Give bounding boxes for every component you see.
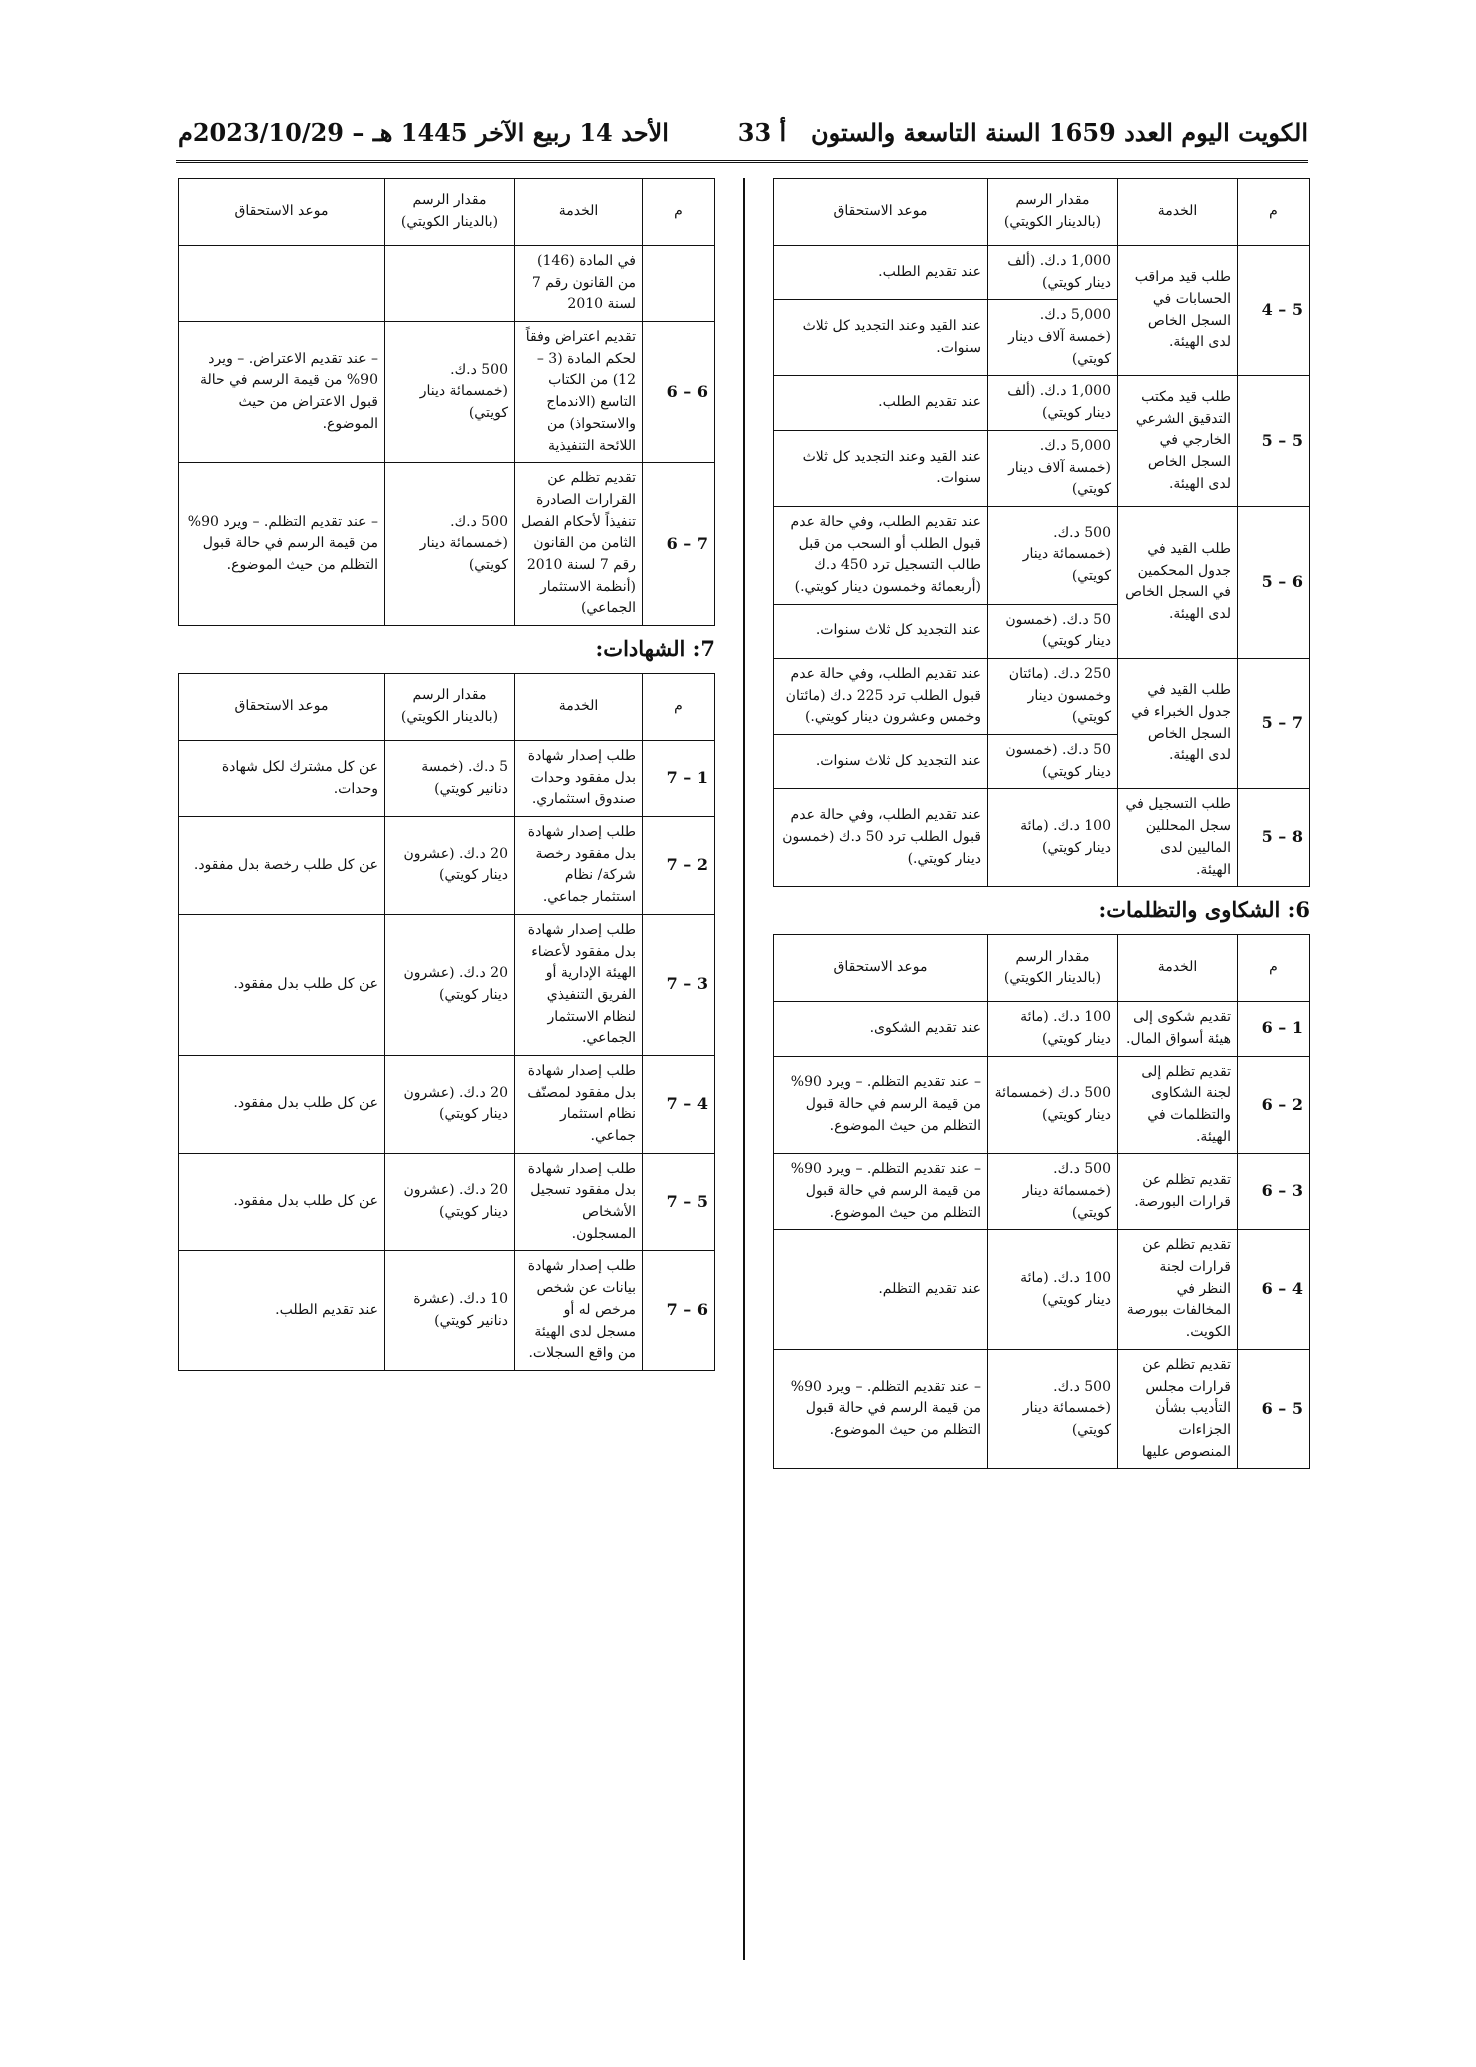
left-column — [178, 178, 715, 1371]
due-cell: عند تقديم الطلب. — [774, 376, 988, 430]
row-number: 3 – 7 — [643, 914, 715, 1055]
header-service: الخدمة — [1118, 935, 1238, 1002]
table-row — [774, 1230, 1310, 1349]
table-row — [774, 659, 1310, 735]
due-cell: عند التجديد كل ثلاث سنوات. — [774, 604, 988, 658]
service-cell: طلب إصدار شهادة بدل مفقود تسجيل الأشخاص المسجلون. — [515, 1153, 643, 1251]
fee-cell: 50 د.ك. (خمسون دينار كويتي) — [988, 604, 1118, 658]
fee-cell: 10 د.ك. (عشرة دنانير كويتي) — [385, 1251, 515, 1370]
table-header-row — [179, 179, 715, 246]
service-cell: طلب القيد في جدول الخبراء في السجل الخاص لدى الهيئة. — [1118, 659, 1238, 789]
header-issue-info: الكويت اليوم العدد 1659 السنة التاسعة والستون — [811, 118, 1308, 147]
fees-table-objections — [178, 178, 715, 626]
header-m: م — [643, 674, 715, 741]
fee-cell: 500 د.ك. (خمسمائة دينار كويتي) — [988, 1154, 1118, 1230]
section-title-complaints: 6: الشكاوى والتظلمات: — [1098, 897, 1310, 923]
fee-cell: 100 د.ك. (مائة دينار كويتي) — [988, 1002, 1118, 1056]
service-cell: طلب التسجيل في سجل المحللين الماليين لدى الهيئة. — [1118, 789, 1238, 887]
due-cell: عند تقديم الشكوى. — [774, 1002, 988, 1056]
fee-cell: 500 د.ك. (خمسمائة دينار كويتي) — [988, 1349, 1118, 1468]
due-cell: – عند تقديم الاعتراض. – ويرد 90% من قيمة الرسم في حالة قبول الاعتراض من حيث الموضوع. — [179, 322, 385, 463]
fee-cell: 5 د.ك. (خمسة دنانير كويتي) — [385, 741, 515, 817]
header-fee: مقدار الرسم (بالدينار الكويتي) — [988, 935, 1118, 1002]
due-cell: عند القيد وعند التجديد كل ثلاث سنوات. — [774, 300, 988, 376]
table-row — [179, 1153, 715, 1251]
table-header-row — [774, 935, 1310, 1002]
header-service: الخدمة — [515, 179, 643, 246]
service-cell: تقديم تظلم عن قرارات البورصة. — [1118, 1154, 1238, 1230]
table-row — [179, 741, 715, 817]
row-number: 5 – 6 — [1238, 1349, 1310, 1468]
due-cell: عند تقديم الطلب. — [774, 246, 988, 300]
fees-table-registration — [773, 178, 1310, 887]
header-service: الخدمة — [1118, 179, 1238, 246]
header-fee: مقدار الرسم (بالدينار الكويتي) — [385, 674, 515, 741]
section-title-certificates: 7: الشهادات: — [595, 636, 715, 661]
table-row — [774, 1154, 1310, 1230]
service-cell: طلب قيد مراقب الحسابات في السجل الخاص لدى الهيئة. — [1118, 246, 1238, 376]
due-cell: – عند تقديم التظلم. – ويرد 90% من قيمة الرسم في حالة قبول التظلم من حيث الموضوع. — [774, 1349, 988, 1468]
column-divider — [743, 178, 745, 1960]
fee-cell: 1,000 د.ك. (ألف دينار كويتي) — [988, 376, 1118, 430]
fee-cell: 5,000 د.ك. (خمسة آلاف دينار كويتي) — [988, 300, 1118, 376]
row-number: 6 – 5 — [1238, 506, 1310, 658]
table-header-row — [774, 179, 1310, 246]
fee-cell: 250 د.ك. (مائتان وخمسون دينار كويتي) — [988, 659, 1118, 735]
row-number: 7 – 5 — [1238, 659, 1310, 789]
due-cell: – عند تقديم التظلم. – ويرد 90% من قيمة الرسم في حالة قبول التظلم من حيث الموضوع. — [774, 1056, 988, 1154]
row-number: 5 – 4 — [1238, 246, 1310, 376]
table-row — [179, 1055, 715, 1153]
service-cell: طلب القيد في جدول المحكمين في السجل الخاص لدى الهيئة. — [1118, 506, 1238, 658]
row-number: 5 – 5 — [1238, 376, 1310, 506]
row-number: 8 – 5 — [1238, 789, 1310, 887]
due-cell: عن كل طلب رخصة بدل مفقود. — [179, 817, 385, 915]
row-number — [643, 246, 715, 322]
header-date: الأحد 14 ربيع الآخر 1445 هـ – 2023/10/29م — [178, 118, 669, 147]
due-cell: – عند تقديم التظلم. – ويرد 90% من قيمة الرسم في حالة قبول التظلم من حيث الموضوع. — [179, 463, 385, 626]
right-column — [773, 178, 1310, 1469]
header-m: م — [643, 179, 715, 246]
table-header-row — [179, 674, 715, 741]
due-cell: عند تقديم التظلم. — [774, 1230, 988, 1349]
fee-cell: 500 د.ك. (خمسمائة دينار كويتي) — [988, 506, 1118, 604]
fees-table-complaints — [773, 934, 1310, 1469]
fee-cell: 1,000 د.ك. (ألف دينار كويتي) — [988, 246, 1118, 300]
fee-cell: 500 د.ك. (خمسمائة دينار كويتي) — [385, 463, 515, 626]
row-number: 2 – 6 — [1238, 1056, 1310, 1154]
table-row — [179, 322, 715, 463]
header-due: موعد الاستحقاق — [774, 179, 988, 246]
fee-cell: 20 د.ك. (عشرون دينار كويتي) — [385, 1153, 515, 1251]
fee-cell: 20 د.ك. (عشرون دينار كويتي) — [385, 1055, 515, 1153]
service-cell: طلب إصدار شهادة بيانات عن شخص مرخص له أو مسجل لدى الهيئة من واقع السجلات. — [515, 1251, 643, 1370]
row-number: 2 – 7 — [643, 817, 715, 915]
table-row — [774, 376, 1310, 430]
row-number: 1 – 7 — [643, 741, 715, 817]
fee-cell: 20 د.ك. (عشرون دينار كويتي) — [385, 914, 515, 1055]
service-cell: طلب إصدار شهادة بدل مفقود رخصة شركة/ نظام استثمار جماعي. — [515, 817, 643, 915]
row-number: 3 – 6 — [1238, 1154, 1310, 1230]
due-cell: عند تقديم الطلب، وفي حالة عدم قبول الطلب أو السحب من قبل طالب التسجيل ترد 450 د.ك (أربعمائة وخمسون دينار كويتي.) — [774, 506, 988, 604]
due-cell: عند تقديم الطلب. — [179, 1251, 385, 1370]
service-cell: تقديم اعتراض وفقاً لحكم المادة (3 – 12) من الكتاب التاسع (الاندماج والاستحواذ) من اللائحة التنفيذية — [515, 322, 643, 463]
service-cell: تقديم تظلم إلى لجنة الشكاوى والتظلمات في الهيئة. — [1118, 1056, 1238, 1154]
table-row — [179, 463, 715, 626]
due-cell: عند التجديد كل ثلاث سنوات. — [774, 735, 988, 789]
row-number: 5 – 7 — [643, 1153, 715, 1251]
service-cell: تقديم تظلم عن قرارات لجنة النظر في المخالفات ببورصة الكويت. — [1118, 1230, 1238, 1349]
due-cell: عن كل طلب بدل مفقود. — [179, 1055, 385, 1153]
row-number: 4 – 7 — [643, 1055, 715, 1153]
fees-table-certificates — [178, 673, 715, 1371]
fee-cell: 20 د.ك. (عشرون دينار كويتي) — [385, 817, 515, 915]
table-row — [774, 506, 1310, 604]
row-number: 6 – 6 — [643, 322, 715, 463]
service-cell: طلب إصدار شهادة بدل مفقود لمصنّف نظام استثمار جماعي. — [515, 1055, 643, 1153]
fee-cell: 500 د.ك (خمسمائة دينار كويتي) — [988, 1056, 1118, 1154]
table-row — [774, 789, 1310, 887]
table-row — [179, 1251, 715, 1370]
header-fee: مقدار الرسم (بالدينار الكويتي) — [385, 179, 515, 246]
header-m: م — [1238, 935, 1310, 1002]
header-m: م — [1238, 179, 1310, 246]
header-page-number: أ 33 — [737, 118, 787, 147]
header-due: موعد الاستحقاق — [179, 674, 385, 741]
fee-cell: 100 د.ك. (مائة دينار كويتي) — [988, 1230, 1118, 1349]
service-cell: تقديم تظلم عن القرارات الصادرة تنفيذاً لأحكام الفصل الثامن من القانون رقم 7 لسنة 2010 (أنظمة الاستثمار الجماعي) — [515, 463, 643, 626]
row-number: 7 – 6 — [643, 463, 715, 626]
header-due: موعد الاستحقاق — [774, 935, 988, 1002]
service-cell: طلب إصدار شهادة بدل مفقود وحدات صندوق استثماري. — [515, 741, 643, 817]
table-row — [179, 817, 715, 915]
service-cell: تقديم تظلم عن قرارات مجلس التأديب بشأن الجزاءات المنصوص عليها — [1118, 1349, 1238, 1468]
fee-cell: 500 د.ك. (خمسمائة دينار كويتي) — [385, 322, 515, 463]
header-fee: مقدار الرسم (بالدينار الكويتي) — [988, 179, 1118, 246]
due-cell: عن كل طلب بدل مفقود. — [179, 1153, 385, 1251]
due-cell: عند القيد وعند التجديد كل ثلاث سنوات. — [774, 430, 988, 506]
service-cell: طلب قيد مكتب التدقيق الشرعي الخارجي في السجل الخاص لدى الهيئة. — [1118, 376, 1238, 506]
due-cell: عن كل مشترك لكل شهادة وحدات. — [179, 741, 385, 817]
table-row — [774, 1349, 1310, 1468]
table-row — [774, 1002, 1310, 1056]
row-number: 4 – 6 — [1238, 1230, 1310, 1349]
table-row — [774, 1056, 1310, 1154]
header-due: موعد الاستحقاق — [179, 179, 385, 246]
service-cell: تقديم شكوى إلى هيئة أسواق المال. — [1118, 1002, 1238, 1056]
due-cell: عند تقديم الطلب، وفي حالة عدم قبول الطلب ترد 50 د.ك (خمسون دينار كويتي.) — [774, 789, 988, 887]
header-rule — [176, 160, 1308, 163]
fee-cell: 100 د.ك. (مائة دينار كويتي) — [988, 789, 1118, 887]
header-service: الخدمة — [515, 674, 643, 741]
service-cell: طلب إصدار شهادة بدل مفقود لأعضاء الهيئة الإدارية أو الفريق التنفيذي لنظام الاستثمار الجماعي. — [515, 914, 643, 1055]
due-cell: عند تقديم الطلب، وفي حالة عدم قبول الطلب ترد 225 د.ك (مائتان وخمس وعشرون دينار كويتي.) — [774, 659, 988, 735]
due-cell: – عند تقديم التظلم. – ويرد 90% من قيمة الرسم في حالة قبول التظلم من حيث الموضوع. — [774, 1154, 988, 1230]
fee-cell: 5,000 د.ك. (خمسة آلاف دينار كويتي) — [988, 430, 1118, 506]
due-cell: عن كل طلب بدل مفقود. — [179, 914, 385, 1055]
due-cell — [179, 246, 385, 322]
table-row — [179, 914, 715, 1055]
table-row — [179, 246, 715, 322]
table-row — [774, 246, 1310, 300]
row-number: 1 – 6 — [1238, 1002, 1310, 1056]
row-number: 6 – 7 — [643, 1251, 715, 1370]
service-cell: في المادة (146) من القانون رقم 7 لسنة 2010 — [515, 246, 643, 322]
fee-cell — [385, 246, 515, 322]
fee-cell: 50 د.ك. (خمسون دينار كويتي) — [988, 735, 1118, 789]
